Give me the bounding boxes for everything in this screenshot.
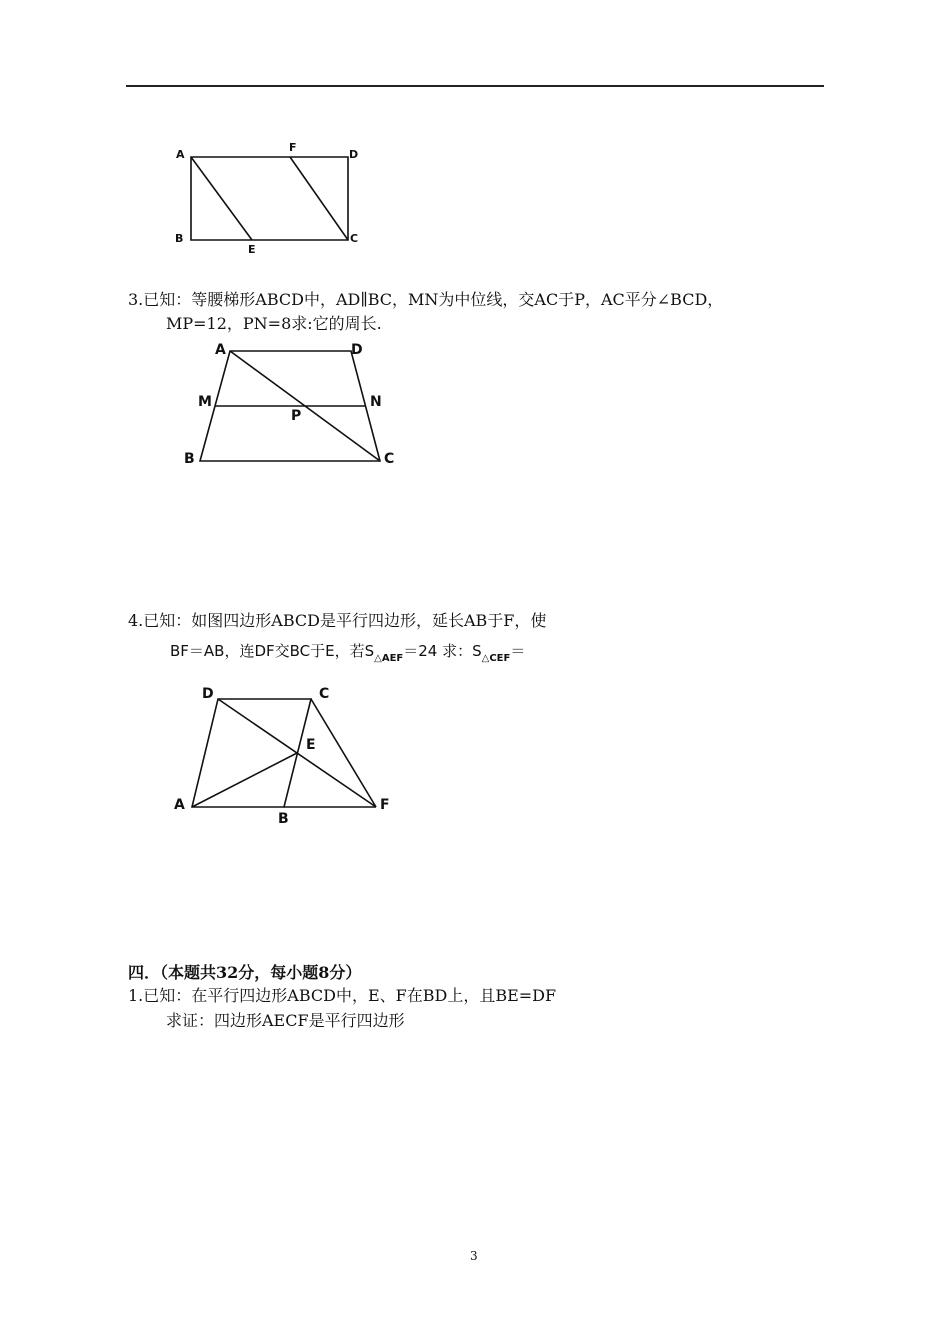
formula-text-2: ＝24 求：S	[403, 642, 482, 660]
formula-subscript-aef: △AEF	[374, 653, 404, 664]
section-4-heading: 四．（本题共32分，每小题8分）	[128, 963, 362, 982]
formula-text-1: BF＝AB，连DF交BC于E，若S	[170, 642, 375, 660]
figure-parallelogram	[170, 682, 400, 827]
question-4-formula	[170, 640, 526, 664]
label-a: A	[215, 342, 226, 358]
question-4-line-1: 4.已知：如图四边形ABCD是平行四边形，延长AB于F，使	[128, 611, 547, 630]
page-number: 3	[470, 1249, 478, 1263]
label-b: B	[278, 811, 289, 827]
segment-ae	[192, 753, 297, 807]
section-4-question-1-line-2: 求证：四边形AECF是平行四边形	[166, 1011, 405, 1030]
question-3-line-2: MP=12，PN=8求:它的周长.	[166, 314, 382, 333]
parallelogram-abcd	[192, 699, 311, 807]
formula-text-3: ＝	[510, 642, 526, 660]
rectangle-abcd	[191, 157, 348, 240]
section-4-question-1-line-1: 1.已知：在平行四边形ABCD中，E、F在BD上，且BE=DF	[128, 986, 557, 1005]
label-f: F	[289, 141, 297, 154]
label-d: D	[202, 686, 214, 702]
segment-ae	[191, 157, 252, 240]
segment-fc	[290, 157, 348, 240]
label-e: E	[248, 243, 256, 255]
label-a: A	[176, 148, 185, 161]
label-c: C	[350, 232, 359, 245]
figure-trapezoid	[180, 338, 410, 470]
label-n: N	[370, 394, 382, 410]
label-c: C	[319, 686, 330, 702]
label-a: A	[174, 797, 185, 813]
figure-rectangle	[170, 140, 370, 255]
label-e: E	[306, 737, 316, 753]
label-p: P	[291, 408, 302, 424]
question-3-line-1: 3.已知：等腰梯形ABCD中，AD∥BC，MN为中位线，交AC于P，AC平分∠BCD，	[128, 290, 724, 309]
label-c: C	[384, 451, 395, 467]
formula-subscript-cef: △CEF	[481, 653, 511, 664]
label-f: F	[380, 797, 390, 813]
label-m: M	[198, 394, 212, 410]
label-d: D	[351, 342, 363, 358]
label-b: B	[184, 451, 195, 467]
label-b: B	[175, 232, 184, 245]
label-d: D	[349, 148, 359, 161]
header-rule	[126, 85, 824, 87]
segment-cf	[311, 699, 376, 807]
